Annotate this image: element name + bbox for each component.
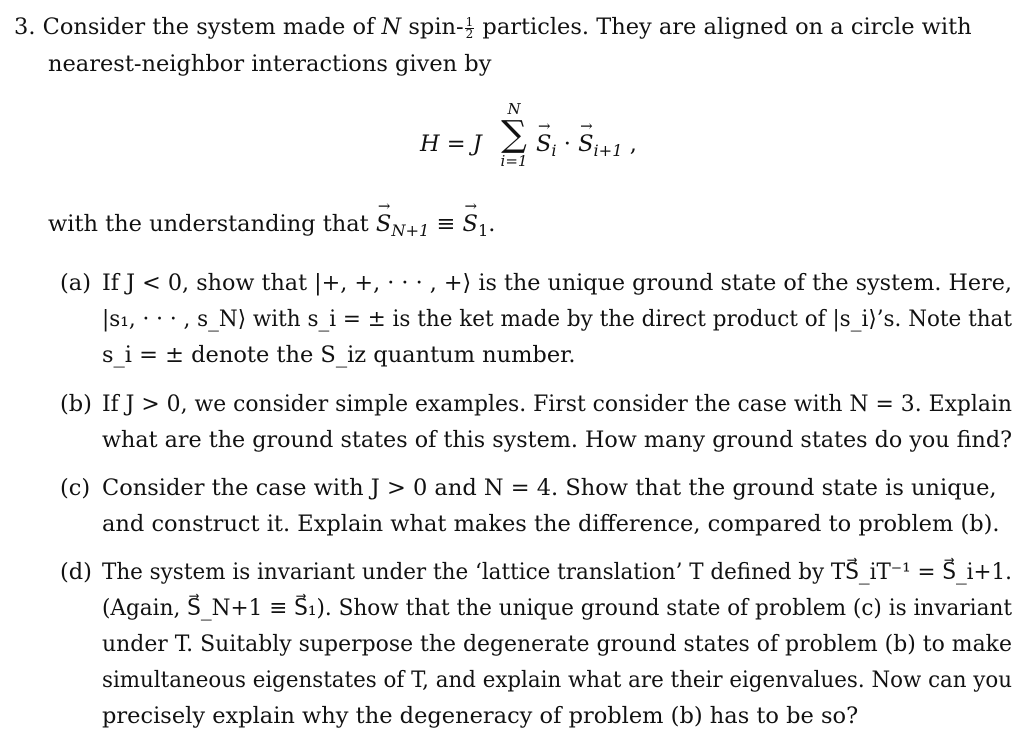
equation-rhs: → $S_i$ · → $S_{i+1}$ ,	[536, 133, 637, 156]
part-d-line-1: The system is invariant under the ‘lattice translation’ T defined by TS⃗_iT⁻¹ = S⃗_i+1.	[102, 559, 1013, 585]
part-b-line-1: If J > 0, we consider simple examples. First consider the case with N = 3. Explain	[102, 391, 1013, 417]
equation-lhs: H = J	[420, 131, 482, 157]
part-a-line-3: s_i = ± denote the S_iz quantum number.	[102, 342, 576, 368]
part-b-label: (b)	[60, 391, 92, 417]
spin-vector-N-plus-1: → S	[376, 213, 391, 236]
part-c-label: (c)	[60, 475, 91, 501]
part-d-line-2: (Again, S⃗_N+1 ≡ S⃗₁). Show that the unique ground state of problem (c) is invariant	[102, 595, 1013, 621]
sum-sign: ∑	[501, 114, 527, 155]
part-d-line-5: precisely explain why the degeneracy of problem (b) has to be so?	[102, 703, 859, 729]
part-a-line-1: If J < 0, show that |+, +, · · · , +⟩ is the unique ground state of the system. Here,	[102, 270, 1012, 296]
dot-operator: ·	[556, 131, 579, 157]
problem-number: 3.	[14, 14, 36, 40]
part-d-line-3: under T. Suitably superpose the degenerate ground states of problem (b) to make	[102, 631, 1012, 657]
part-b-line-2: what are the ground states of this system. How many ground states do you find?	[102, 427, 1013, 453]
spin-vector-i: → S	[536, 133, 551, 156]
sum-upper-limit: N	[507, 100, 521, 118]
part-a-label: (a)	[60, 270, 91, 296]
problem-intro-line-1	[14, 16, 972, 40]
spin-vector-1: → S	[463, 213, 478, 236]
part-a-line-2: |s₁, · · · , s_N⟩ with s_i = ± is the ket made by the direct product of |s_i⟩’s. Note that	[102, 306, 1013, 332]
spin-vector-i-plus-1: → S	[578, 133, 593, 156]
boundary-condition-line: with the understanding that → $S_{N+1}$ ≡ → $S_1$.	[48, 213, 495, 236]
intro-text-mid: spin-	[401, 14, 464, 40]
intro-text-post: particles. They are aligned on a circle with	[475, 14, 972, 40]
problem-intro-line-2: nearest-neighbor interactions given by	[48, 51, 492, 77]
one-half-fraction: $\frac{1}{2}$	[465, 14, 474, 41]
part-d-label: (d)	[60, 559, 92, 585]
summation	[497, 101, 531, 169]
var-N: N	[381, 14, 402, 40]
part-c-line-2: and construct it. Explain what makes the difference, compared to problem (b).	[102, 511, 1000, 537]
part-c-line-1: Consider the case with J > 0 and N = 4. Show that the ground state is unique,	[102, 475, 997, 501]
intro-text-pre: Consider the system made of	[42, 14, 382, 40]
part-d-line-4: simultaneous eigenstates of T, and explain what are their eigenvalues. Now can you	[102, 667, 1012, 693]
sum-lower-limit: i=1	[500, 152, 528, 170]
